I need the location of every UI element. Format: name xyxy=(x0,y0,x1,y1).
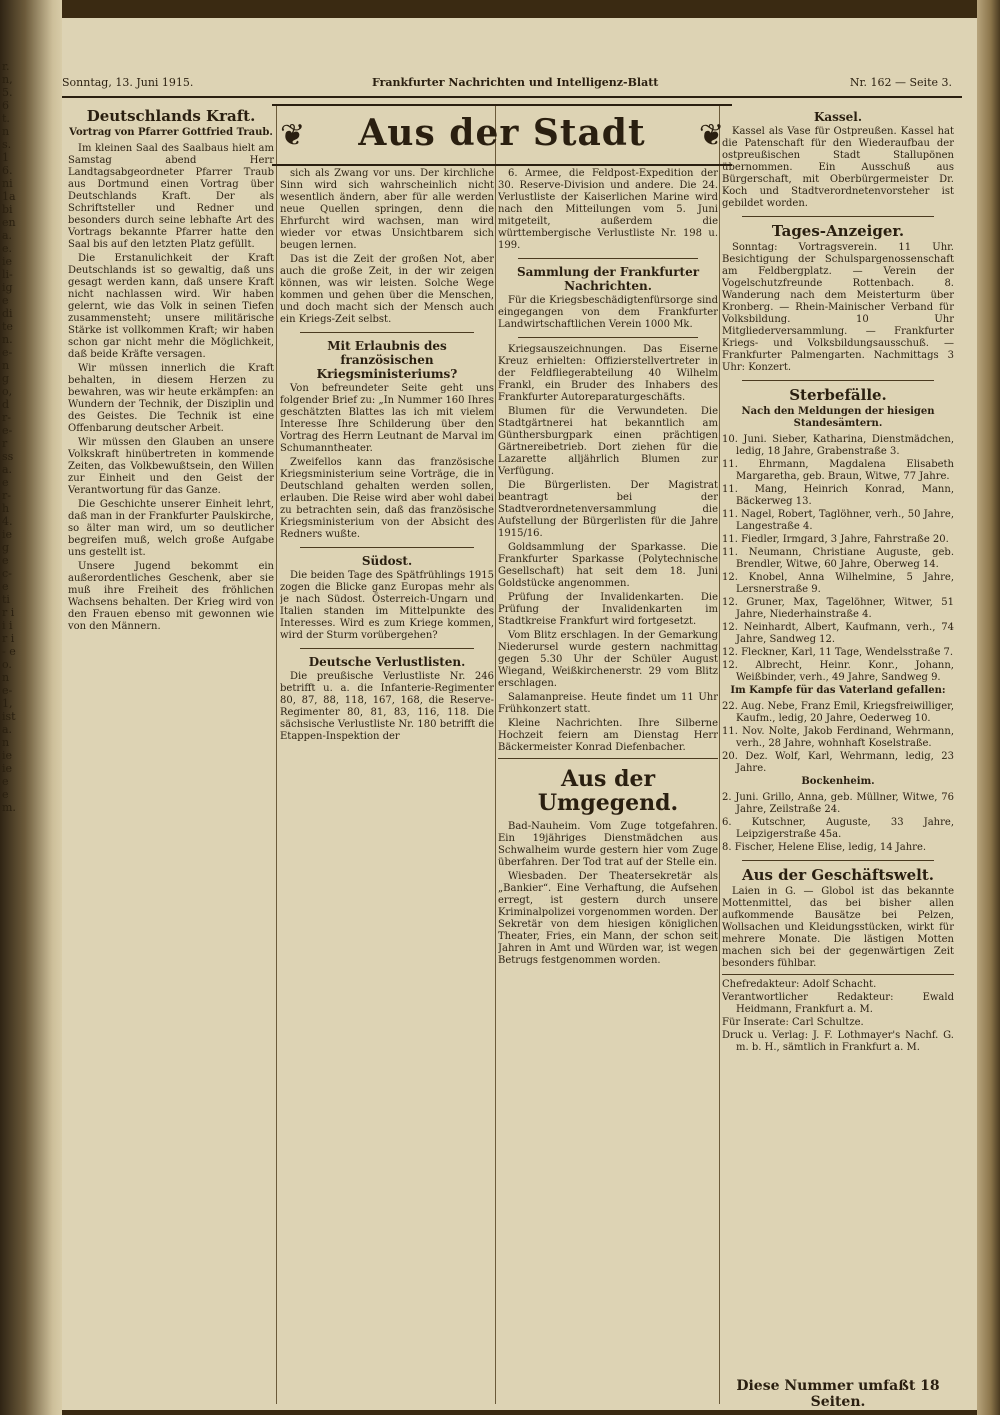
header-page-number: Nr. 162 — Seite 3. xyxy=(849,76,952,89)
news-note: Wiesbaden. Der Theatersekretär als „Bankier“. Eine Verhaftung, die Aufsehen erregt, ist gestern durch unsere Kriminalpolizei vorgenommen worden. Der Sekretär von dem hiesigen königlichen Theater, Fries, ein Mann, der schon seit Jahren in Amt und Würden war, ist wegen Betrugs festgenommen worden. xyxy=(498,871,718,966)
paragraph: Das ist die Zeit der großen Not, aber auch die große Zeit, in der wir zeigen können, was wir leisten. Solche Wege kommen und gehen über die Menschen, und doch macht sich der Mensch auch ein Kriegs-Zeit selbst. xyxy=(280,254,494,325)
newspaper-page xyxy=(62,18,977,1410)
ornament-icon: ❦ xyxy=(698,118,724,153)
impressum-line: Verantwortlicher Redakteur: Ewald Heidmann, Frankfurt a. M. xyxy=(722,992,954,1015)
list-item: 11. Mang, Heinrich Konrad, Mann, Bäckerweg 13. xyxy=(722,484,954,507)
paragraph: Die Erstanulichkeit der Kraft Deutschlands ist so gewaltig, daß uns gesagt werden kann, daß unsere Kraft nicht nachlassen wird. Wir haben gelernt, wie das Volk in seinen Tiefen zusammensteht; unsere militärische Stärke ist vollkommen Kraft; wir haben schon gar nicht mehr die Möglichkeit, daß beide Kräfte versagen. xyxy=(68,253,274,360)
binding-gutter xyxy=(0,0,62,1415)
news-note: Bad-Nauheim. Vom Zuge totgefahren. Ein 19jähriges Dienstmädchen aus Schwalheim wurde gestern hier vom Zuge überfahren. Der Tod trat auf der Stelle ein. xyxy=(498,821,718,868)
news-note: Blumen für die Verwundeten. Die Stadtgärtnerei hat bekanntlich am Günthersburgpark einen prächtigen Gärtnereibetrieb. Dort ziehen für die Lazarette alljährlich Blumen zur Verfügung. xyxy=(498,406,718,477)
news-note: Salamanpreise. Heute findet um 11 Uhr Frühkonzert statt. xyxy=(498,692,718,715)
impressum-line: Chefredakteur: Adolf Schacht. xyxy=(722,979,877,990)
article-title: Sammlung der Frankfurter Nachrichten. xyxy=(516,265,700,293)
paragraph: Laien in G. — Globol ist das bekannte Mottenmittel, das bei bisher allen aufkommende Bausätze bei Pelzen, Wollsachen und Kleidungsstücken, wirkt für mehrere Monate. Die lästigen Motten machen sich bei der gegenwärtigen Zeit besonders fühlbar. xyxy=(722,886,954,969)
list-item: 11. Nov. Nolte, Jakob Ferdinand, Wehrmann, verh., 28 Jahre, wohnhaft Koselstraße. xyxy=(722,726,954,749)
divider xyxy=(300,332,474,333)
impressum-line: Druck u. Verlag: J. F. Lothmayer's Nachf. G. m. b. H., sämtlich in Frankfurt a. M. xyxy=(722,1030,954,1053)
list-item: 10. Juni. Sieber, Katharina, Dienstmädchen, ledig, 18 Jahre, Grabenstraße 3. xyxy=(722,434,954,457)
column-divider xyxy=(495,104,496,1404)
news-note: Kleine Nachrichten. Ihre Silberne Hochzeit feiern am Dienstag Herr Bäckermeister Konrad Diefenbacher. xyxy=(498,718,718,753)
article-title: Kassel. xyxy=(813,110,863,124)
article-title: Deutschlands Kraft. xyxy=(86,107,256,125)
news-note: Die Bürgerlisten. Der Magistrat beantragt bei der Stadtverordnetenversammlung die Aufstellung der Bürgerlisten für die Jahre 1915/16. xyxy=(498,480,718,539)
divider xyxy=(300,648,474,649)
paragraph: Wir müssen innerlich die Kraft behalten, in diesem Herzen zu bewahren, was wir heute erkämpfen: an Wundern der Technik, der Disziplin und des Geistes. Die Technik ist eine Offenbarung deutscher Arbeit. xyxy=(68,363,274,434)
paragraph: Für die Kriegsbeschädigtenfürsorge sind eingegangen von dem Frankfurter Landwirtschaftlichen Verein 1000 Mk. xyxy=(498,295,718,330)
divider xyxy=(722,974,954,975)
section-masthead xyxy=(272,104,732,166)
death-notices xyxy=(722,434,954,684)
divider xyxy=(742,216,934,217)
section-heading-sterbefaelle: Sterbefälle. xyxy=(789,386,887,404)
paragraph: Wir müssen den Glauben an unsere Volkskraft hinübertreten in kommende Zeiten, das Volkbewußtsein, den Willen zur Einheit und den Geist der Verantwortung für das Ganze. xyxy=(68,437,274,496)
column-4 xyxy=(722,104,954,1404)
right-page-edge xyxy=(977,0,1000,1415)
paragraph: Von befreundeter Seite geht uns folgender Brief zu: „In Nummer 160 Ihres geschätzten Blattes las ich mit vielem Interesse Ihre Schilderung über den Vortrag des Herrn Leutnant de Marval im Schumanntheater. xyxy=(280,383,494,454)
header-rule xyxy=(62,96,962,98)
list-item: 20. Dez. Wolf, Karl, Wehrmann, ledig, 23 Jahre. xyxy=(722,751,954,774)
divider xyxy=(518,258,698,259)
page-header xyxy=(62,72,977,94)
list-item: 22. Aug. Nebe, Franz Emil, Kriegsfreiwilliger, Kaufm., ledig, 20 Jahre, Oederweg 10. xyxy=(722,701,954,724)
list-item: 8. Fischer, Helene Elise, ledig, 14 Jahre. xyxy=(722,842,927,853)
paragraph: Die preußische Verlustliste Nr. 246 betrifft u. a. die Infanterie-Regimenter 80, 87, 88, 118, 167, 168, die Reserve-Regimenter 80, 81, 83, 116, 118. Die sächsische Verlustliste Nr. 180 betrifft die Etappen-Inspektion der xyxy=(280,671,494,742)
impressum-line: Für Inserate: Carl Schultze. xyxy=(722,1017,864,1028)
column-2 xyxy=(280,168,494,1404)
list-item: 2. Juni. Grillo, Anna, geb. Müllner, Witwe, 76 Jahre, Zeilstraße 24. xyxy=(722,792,954,815)
header-date: Sonntag, 13. Juni 1915. xyxy=(62,76,194,89)
news-note: Prüfung der Invalidenkarten. Die Prüfung der Invalidenkarten im Stadtkreise Frankfurt wird fortgesetzt. xyxy=(498,592,718,627)
paragraph: Die Geschichte unserer Einheit lehrt, daß man in der Frankfurter Paulskirche, so älter man wird, um so deutlicher begreifen muß, welch große Aufgabe uns gestellt ist. xyxy=(68,499,274,558)
news-note: Kriegsauszeichnungen. Das Eiserne Kreuz erhielten: Offizierstellvertreter in der Feldfliegerabteilung 40 Wilhelm Frankl, ein Bruder des Inhabers des Frankfurter Autoreparaturgeschäfts. xyxy=(498,344,718,403)
column-divider xyxy=(719,104,720,1404)
column-3 xyxy=(498,168,718,1404)
section-subtitle: Bockenheim. xyxy=(801,776,875,787)
list-item: 11. Ehrmann, Magdalena Elisabeth Margaretha, geb. Braun, Witwe, 77 Jahre. xyxy=(722,459,954,482)
column-divider xyxy=(276,104,277,1404)
section-heading-geschaeftswelt: Aus der Geschäftswelt. xyxy=(741,866,935,884)
divider xyxy=(300,547,474,548)
previous-page-fragment: r. n, 5.6 t. n s. 16. ni 1a bi en a. e. ie li- ig e di te n. e- n g o, d r- e- r ss a. e r- h 4. ie g e c- e ti r ii ir i- e o. n e- 1, ist a. n ie ie e e m. xyxy=(2,60,16,814)
paragraph: 6. Armee, die Feldpost-Expedition der 30. Reserve-Division und andere. Die 24. Verlustliste der Kaiserlichen Marine wird nach den Mitteilungen vom 5. Juni mitgeteilt, außerdem die württembergische Verlustliste Nr. 198 u. 199. xyxy=(498,168,718,251)
paragraph: Im kleinen Saal des Saalbaus hielt am Samstag abend Herr Landtagsabgeordneter Pfarrer Traub aus Dortmund einen Vortrag über Deutschlands Kraft. Der als Schriftsteller und Redner und besonders durch seine lebhafte Art des Vortrags bekannte Pfarrer hatte den Saal bis auf den letzten Platz gefüllt. xyxy=(68,143,274,250)
list-item: 11. Nagel, Robert, Taglöhner, verh., 50 Jahre, Langestraße 4. xyxy=(722,509,954,532)
section-heading-umgegend: Aus der Umgegend. xyxy=(537,766,679,816)
column-1 xyxy=(68,104,274,1404)
impressum xyxy=(722,979,954,1054)
paragraph: Unsere Jugend bekommt ein außerordentliches Geschenk, aber sie muß ihre Freiheit des fröhlichen Wachsens behalten. Der Krieg wird von den Frauen ebenso mit gewonnen wie von den Männern. xyxy=(68,561,274,632)
section-title: Aus der Stadt xyxy=(358,112,646,154)
article-title: Deutsche Verlustlisten. xyxy=(308,655,466,669)
header-newspaper-title: Frankfurter Nachrichten und Intelligenz-Blatt xyxy=(372,76,659,89)
list-item: 12. Fleckner, Karl, 11 Tage, Wendelsstraße 7. xyxy=(722,647,954,658)
list-item: 11. Neumann, Christiane Auguste, geb. Brendler, Witwe, 60 Jahre, Oberweg 14. xyxy=(722,547,954,570)
news-note: Vom Blitz erschlagen. In der Gemarkung Niederursel wurde gestern nachmittag gegen 5.30 Uhr der Schüler August Wiegand, Weißkirchenerstr. 29 vom Blitz erschlagen. xyxy=(498,630,718,689)
divider xyxy=(742,860,934,861)
section-subtitle: Nach den Meldungen der hiesigen Standesämtern. xyxy=(741,406,935,429)
article-title: Südost. xyxy=(361,554,413,568)
list-item: 12. Neinhardt, Albert, Kaufmann, verh., 74 Jahre, Sandweg 12. xyxy=(722,622,954,645)
paragraph: Zweifellos kann das französische Kriegsministerium seine Vorträge, die in Deutschland gehalten werden sollen, erlauben. Die Reise wird aber wohl dabei zu betrachten sein, daß das französische Kriegsministerium von der Absicht des Redners wußte. xyxy=(280,457,494,540)
paragraph: Kassel als Vase für Ostpreußen. Kassel hat die Patenschaft für den Wiederaufbau der ostpreußischen Stadt Stallupönen übernommen. Ein Ausschuß aus Bürgerschaft, mit Oberbürgermeister Dr. Koch und Stadtverordnetenvorsteher ist gebildet worden. xyxy=(722,126,954,209)
section-heading-anzeiger: Tages-Anzeiger. xyxy=(771,222,905,240)
article-byline: Vortrag von Pfarrer Gottfried Traub. xyxy=(69,127,273,138)
paragraph: Sonntag: Vortragsverein. 11 Uhr. Besichtigung der Schulspargenossenschaft am Feldbergplatz. — Verein der Vogelschutzfreunde Rottenbach. 8. Wanderung nach dem Meisterturm über Kronberg. — Rhein-Mainischer Verband für Volksbildung. 10 Uhr Mitgliederversammlung. — Frankfurter Kriegs- und Volksbildungsausschuß. — Frankfurter Palmengarten. Nachmittags 3 Uhr: Konzert. xyxy=(722,242,954,373)
list-item: 12. Gruner, Max, Tagelöhner, Witwer, 51 Jahre, Niederhainstraße 4. xyxy=(722,597,954,620)
page-count-note: Diese Nummer umfaßt 18 Seiten. xyxy=(736,1378,940,1410)
list-item: 11. Fiedler, Irmgard, 3 Jahre, Fahrstraße 20. xyxy=(722,534,949,545)
paragraph: sich als Zwang vor uns. Der kirchliche Sinn wird sich wahrscheinlich nicht wesentlich ändern, aber für alle werden neue Quellen springen, denn die Ehrfurcht wird wachsen, man wird wieder vor etwas Unsichtbarem sich beugen lernen. xyxy=(280,168,494,251)
bockenheim-notices xyxy=(722,792,954,854)
fallen-notices xyxy=(722,701,954,775)
article-title: Mit Erlaubnis des französischen Kriegsministeriums? xyxy=(316,339,458,381)
section-subtitle: Im Kampfe für das Vaterland gefallen: xyxy=(730,685,946,696)
list-item: 12. Knobel, Anna Wilhelmine, 5 Jahre, Lersnerstraße 9. xyxy=(722,572,954,595)
divider xyxy=(498,758,718,759)
news-note: Goldsammlung der Sparkasse. Die Frankfurter Sparkasse (Polytechnische Gesellschaft) hat seit dem 18. Juni Goldstücke angenommen. xyxy=(498,542,718,589)
list-item: 6. Kutschner, Auguste, 33 Jahre, Leipzigerstraße 45a. xyxy=(722,817,954,840)
paragraph: Die beiden Tage des Spätfrühlings 1915 zogen die Blicke ganz Europas mehr als je nach Südost. Österreich-Ungarn und Italien standen im Mittelpunkte des Interesses. Wird es zum Kriege kommen, wird der Sturm vorübergehen? xyxy=(280,570,494,641)
divider xyxy=(518,337,698,338)
ornament-icon: ❦ xyxy=(280,118,306,153)
list-item: 12. Albrecht, Heinr. Konr., Johann, Weißbinder, verh., 49 Jahre, Sandweg 9. xyxy=(722,660,954,683)
divider xyxy=(742,380,934,381)
